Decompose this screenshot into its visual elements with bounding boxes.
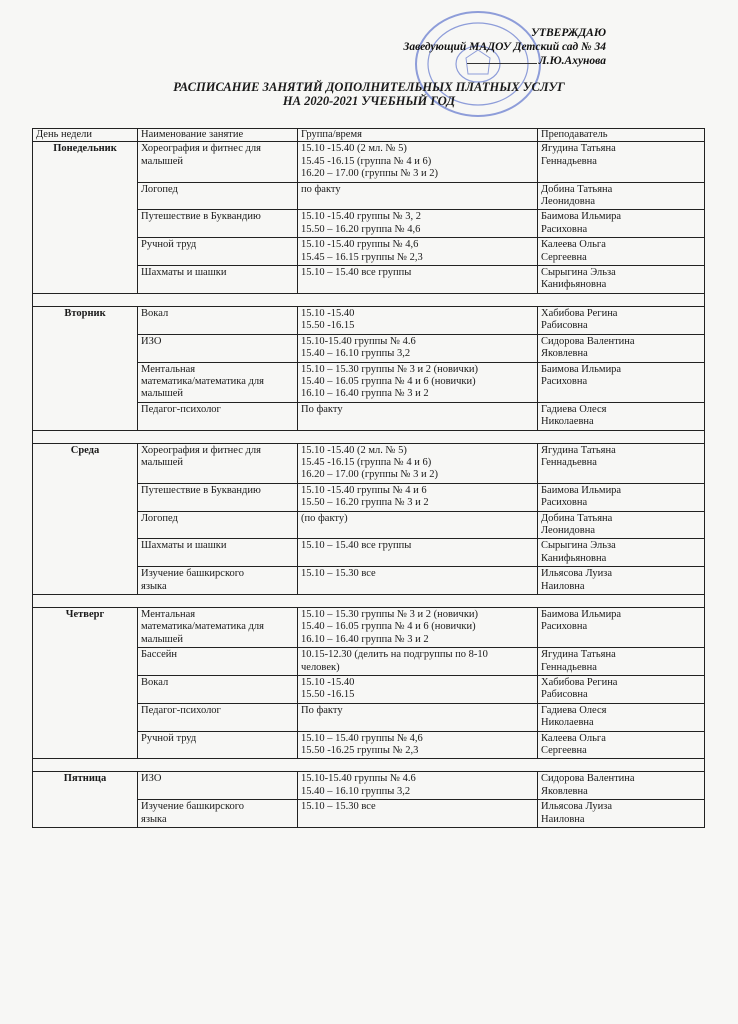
teacher-cell: Баимова Ильмира Расиховна xyxy=(538,362,705,402)
header-group-time: Группа/время xyxy=(298,129,538,142)
table-header-row xyxy=(33,129,705,142)
activity-cell: Вокал xyxy=(138,676,298,704)
day-cell: Пятница xyxy=(33,772,138,828)
table-row xyxy=(33,443,705,483)
activity-cell: Педагог-психолог xyxy=(138,402,298,430)
separator-cell xyxy=(33,595,705,608)
separator-row xyxy=(33,595,705,608)
title-line-2: НА 2020-2021 УЧЕБНЫЙ ГОД xyxy=(282,94,456,108)
separator-cell xyxy=(33,430,705,443)
teacher-cell: Добина Татьяна Леонидовна xyxy=(538,182,705,210)
teacher-cell: Баимова Ильмира Расиховна xyxy=(538,210,705,238)
group-time-cell: 10.15-12.30 (делить на подгруппы по 8-10 человек) xyxy=(298,648,538,676)
group-time-cell: По факту xyxy=(298,402,538,430)
group-time-cell: 15.10 -15.40 группы № 4,6 15.45 – 16.15 группы № 2,3 xyxy=(298,238,538,266)
teacher-cell: Гадиева Олеся Николаевна xyxy=(538,703,705,731)
activity-cell: Логопед xyxy=(138,511,298,539)
activity-cell: Хореография и фитнес для малышей xyxy=(138,142,298,182)
activity-cell: Логопед xyxy=(138,182,298,210)
activity-cell: Ментальная математика/математика для малышей xyxy=(138,362,298,402)
activity-cell: Вокал xyxy=(138,306,298,334)
teacher-cell: Сырыгина Эльза Канифьяновна xyxy=(538,266,705,294)
activity-cell: Ментальная математика/математика для малышей xyxy=(138,608,298,648)
activity-cell: Путешествие в Буквандию xyxy=(138,210,298,238)
approval-block xyxy=(403,26,606,68)
day-cell: Четверг xyxy=(33,608,138,759)
group-time-cell: 15.10 -15.40 (2 мл. № 5) 15.45 -16.15 (группа № 4 и 6) 16.20 – 17.00 (группы № 3 и 2) xyxy=(298,443,538,483)
activity-cell: Бассейн xyxy=(138,648,298,676)
separator-row xyxy=(33,759,705,772)
teacher-cell: Ильясова Луиза Наиловна xyxy=(538,567,705,595)
approval-position: Заведующий МАДОУ Детский сад № 34 xyxy=(403,41,606,53)
teacher-cell: Добина Татьяна Леонидовна xyxy=(538,511,705,539)
approval-signer: Л.Ю.Ахунова xyxy=(538,55,606,67)
group-time-cell: 15.10 -15.40 группы № 3, 2 15.50 – 16.20 группа № 4,6 xyxy=(298,210,538,238)
activity-cell: Ручной труд xyxy=(138,731,298,759)
table-row xyxy=(33,608,705,648)
group-time-cell: 15.10 – 15.40 группы № 4,6 15.50 -16.25 группы № 2,3 xyxy=(298,731,538,759)
teacher-cell: Баимова Ильмира Расиховна xyxy=(538,608,705,648)
title-line-1: РАСПИСАНИЕ ЗАНЯТИЙ ДОПОЛНИТЕЛЬНЫХ ПЛАТНЫХ УСЛУГ xyxy=(173,80,565,94)
group-time-cell: 15.10 – 15.30 все xyxy=(298,567,538,595)
activity-cell: Шахматы и шашки xyxy=(138,539,298,567)
activity-cell: ИЗО xyxy=(138,334,298,362)
teacher-cell: Баимова Ильмира Расиховна xyxy=(538,483,705,511)
activity-cell: Педагог-психолог xyxy=(138,703,298,731)
separator-row xyxy=(33,293,705,306)
group-time-cell: По факту xyxy=(298,703,538,731)
header-activity: Наименование занятие xyxy=(138,129,298,142)
activity-cell: Хореография и фитнес для малышей xyxy=(138,443,298,483)
activity-cell: Путешествие в Буквандию xyxy=(138,483,298,511)
signature-line xyxy=(467,63,537,64)
teacher-cell: Ягудина Татьяна Геннадьевна xyxy=(538,443,705,483)
separator-cell xyxy=(33,293,705,306)
document-title xyxy=(0,80,738,108)
table-row xyxy=(33,142,705,182)
activity-cell: Ручной труд xyxy=(138,238,298,266)
teacher-cell: Гадиева Олеся Николаевна xyxy=(538,402,705,430)
group-time-cell: (по факту) xyxy=(298,511,538,539)
teacher-cell: Сырыгина Эльза Канифьяновна xyxy=(538,539,705,567)
group-time-cell: по факту xyxy=(298,182,538,210)
teacher-cell: Хабибова Регина Рабисовна xyxy=(538,676,705,704)
schedule-body xyxy=(33,142,705,828)
group-time-cell: 15.10 – 15.30 группы № 3 и 2 (новички) 15.40 – 16.05 группа № 4 и 6 (новички) 16.10 – 16.40 группа № 3 и 2 xyxy=(298,608,538,648)
group-time-cell: 15.10 – 15.40 все группы xyxy=(298,266,538,294)
group-time-cell: 15.10 – 15.40 все группы xyxy=(298,539,538,567)
group-time-cell: 15.10 – 15.30 все xyxy=(298,800,538,828)
separator-row xyxy=(33,430,705,443)
activity-cell: Изучение башкирского языка xyxy=(138,567,298,595)
day-cell: Вторник xyxy=(33,306,138,430)
teacher-cell: Ягудина Татьяна Геннадьевна xyxy=(538,142,705,182)
schedule-table xyxy=(32,128,705,828)
teacher-cell: Сидорова Валентина Яковлевна xyxy=(538,772,705,800)
approval-signature-row xyxy=(403,54,606,68)
header-day: День недели xyxy=(33,129,138,142)
header-teacher: Преподаватель xyxy=(538,129,705,142)
separator-cell xyxy=(33,759,705,772)
group-time-cell: 15.10-15.40 группы № 4.6 15.40 – 16.10 группы 3,2 xyxy=(298,334,538,362)
group-time-cell: 15.10-15.40 группы № 4.6 15.40 – 16.10 группы 3,2 xyxy=(298,772,538,800)
table-row xyxy=(33,772,705,800)
teacher-cell: Сидорова Валентина Яковлевна xyxy=(538,334,705,362)
group-time-cell: 15.10 -15.40 группы № 4 и 6 15.50 – 16.20 группа № 3 и 2 xyxy=(298,483,538,511)
group-time-cell: 15.10 -15.40 15.50 -16.15 xyxy=(298,306,538,334)
group-time-cell: 15.10 – 15.30 группы № 3 и 2 (новички) 15.40 – 16.05 группа № 4 и 6 (новички) 16.10 – 16.40 группа № 3 и 2 xyxy=(298,362,538,402)
activity-cell: Шахматы и шашки xyxy=(138,266,298,294)
teacher-cell: Калеева Ольга Сергеевна xyxy=(538,731,705,759)
group-time-cell: 15.10 -15.40 (2 мл. № 5) 15.45 -16.15 (группа № 4 и 6) 16.20 – 17.00 (группы № 3 и 2) xyxy=(298,142,538,182)
teacher-cell: Ильясова Луиза Наиловна xyxy=(538,800,705,828)
activity-cell: Изучение башкирского языка xyxy=(138,800,298,828)
table-row xyxy=(33,306,705,334)
teacher-cell: Калеева Ольга Сергеевна xyxy=(538,238,705,266)
teacher-cell: Ягудина Татьяна Геннадьевна xyxy=(538,648,705,676)
teacher-cell: Хабибова Регина Рабисовна xyxy=(538,306,705,334)
day-cell: Понедельник xyxy=(33,142,138,293)
approval-heading: УТВЕРЖДАЮ xyxy=(530,27,606,39)
group-time-cell: 15.10 -15.40 15.50 -16.15 xyxy=(298,676,538,704)
day-cell: Среда xyxy=(33,443,138,594)
activity-cell: ИЗО xyxy=(138,772,298,800)
